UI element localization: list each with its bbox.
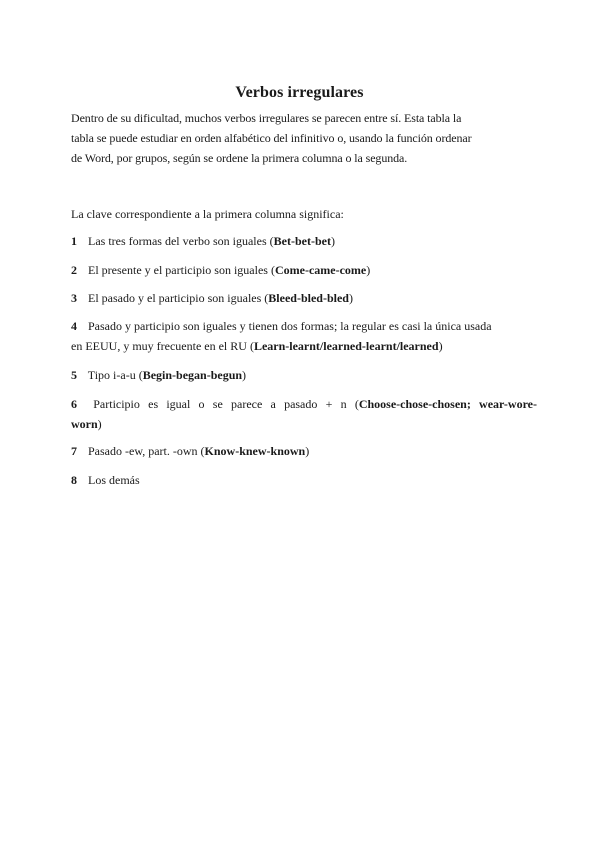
item-close: ) bbox=[305, 444, 310, 458]
item-text: Los demás bbox=[88, 473, 140, 487]
item-example: Bet-bet-bet bbox=[273, 234, 331, 248]
item-example: Come-came-come bbox=[274, 263, 367, 277]
item-example: Choose-chose-chosen; wear-wore- bbox=[358, 397, 538, 411]
item-text: Participio es igual o se parece a pasado + n ( bbox=[93, 397, 359, 411]
item-number: 2 bbox=[71, 263, 77, 277]
item-close: ) bbox=[97, 417, 102, 431]
item-close: ) bbox=[348, 291, 353, 305]
list-item bbox=[71, 394, 537, 434]
item-example: Learn-learnt/learned-learnt/learned bbox=[253, 339, 439, 353]
list-item bbox=[71, 231, 537, 251]
list-item bbox=[71, 316, 537, 356]
list-item bbox=[71, 470, 537, 490]
key-intro-text: La clave correspondiente a la primera columna significa: bbox=[71, 207, 344, 221]
item-close: ) bbox=[438, 339, 443, 353]
item-text: Tipo i-a-u ( bbox=[87, 368, 143, 382]
item-example: Begin-began-begun bbox=[142, 368, 243, 382]
list-item bbox=[71, 365, 537, 385]
item-number: 6 bbox=[71, 397, 77, 411]
item-number: 7 bbox=[71, 444, 77, 458]
intro-line: tabla se puede estudiar en orden alfabético del infinitivo o, usando la función ordenar bbox=[71, 131, 472, 145]
item-text: Las tres formas del verbo son iguales ( bbox=[88, 234, 274, 248]
item-text: en EEUU, y muy frecuente en el RU ( bbox=[71, 339, 254, 353]
item-number: 1 bbox=[71, 234, 77, 248]
intro-paragraph bbox=[71, 108, 541, 168]
item-example: Know-knew-known bbox=[204, 444, 306, 458]
item-number: 8 bbox=[71, 473, 77, 487]
item-close: ) bbox=[242, 368, 247, 382]
item-example: worn bbox=[71, 417, 98, 431]
list-item bbox=[71, 288, 537, 308]
item-text: Pasado -ew, part. -own ( bbox=[88, 444, 205, 458]
item-text: El pasado y el participio son iguales ( bbox=[88, 291, 269, 305]
item-number: 5 bbox=[71, 368, 77, 382]
list-item bbox=[71, 260, 537, 280]
intro-line: de Word, por grupos, según se ordene la primera columna o la segunda. bbox=[71, 151, 408, 165]
item-close: ) bbox=[330, 234, 335, 248]
intro-line: Dentro de su dificultad, muchos verbos irregulares se parecen entre sí. Esta tabla la bbox=[71, 111, 462, 125]
item-text: Pasado y participio son iguales y tienen dos formas; la regular es casi la única usada bbox=[88, 319, 492, 333]
item-number: 4 bbox=[71, 319, 77, 333]
list-item bbox=[71, 441, 537, 461]
page-title: Verbos irregulares bbox=[235, 84, 364, 101]
item-text: El presente y el participio son iguales ( bbox=[88, 263, 275, 277]
item-example: Bleed-bled-bled bbox=[268, 291, 349, 305]
item-number: 3 bbox=[71, 291, 77, 305]
item-close: ) bbox=[366, 263, 371, 277]
